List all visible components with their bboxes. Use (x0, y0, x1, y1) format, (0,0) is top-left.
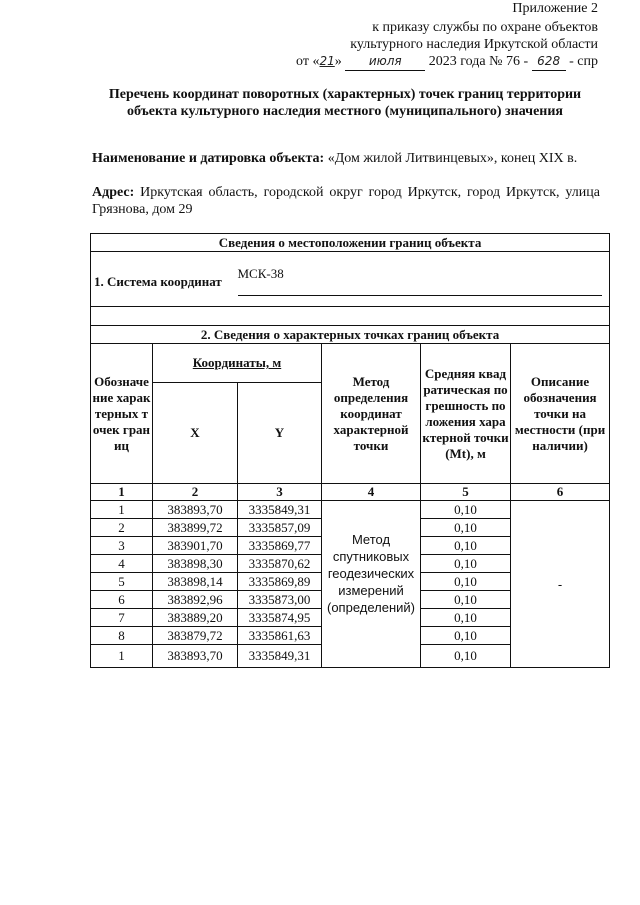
point-number: 5 (91, 573, 153, 591)
point-number: 7 (91, 609, 153, 627)
col-number: 1 (91, 484, 153, 501)
point-number: 8 (91, 627, 153, 645)
object-name-label: Наименование и датировка объекта: (92, 151, 325, 166)
point-number: 6 (91, 591, 153, 609)
error-value: 0,10 (421, 645, 511, 668)
point-number: 1 (91, 645, 153, 668)
coord-x: 383898,14 (153, 573, 238, 591)
header-y: Y (238, 383, 322, 484)
order-suffix: - спр (569, 54, 598, 69)
order-line: к приказу службы по охране объектов (372, 20, 598, 35)
order-date-line (296, 53, 598, 71)
col-number: 3 (238, 484, 322, 501)
coord-x: 383879,72 (153, 627, 238, 645)
col-number: 6 (511, 484, 610, 501)
coord-y: 3335857,09 (238, 519, 322, 537)
coordinate-system-value: МСК-38 (238, 266, 603, 296)
object-name-paragraph (92, 150, 600, 167)
coord-x: 383898,30 (153, 555, 238, 573)
error-value: 0,10 (421, 519, 511, 537)
header-coordinates: Координаты, м (153, 344, 322, 383)
header-point-designation: Обозначение характерных точек границ (91, 344, 153, 484)
error-value: 0,10 (421, 501, 511, 519)
order-number-handwritten: 628 (532, 53, 566, 71)
point-number: 3 (91, 537, 153, 555)
point-number: 1 (91, 501, 153, 519)
coordinate-system-cell (238, 252, 610, 307)
error-value: 0,10 (421, 627, 511, 645)
object-address-value: Иркутская область, городской округ город Иркутск, город Иркутск, улица Грязнова, дом 29 (92, 185, 600, 217)
error-value: 0,10 (421, 591, 511, 609)
date-mid: » (334, 54, 342, 69)
coordinates-table (90, 233, 610, 668)
appendix-label: Приложение 2 (512, 1, 598, 16)
coord-y: 3335849,31 (238, 501, 322, 519)
method-cell: Метод спутниковых геодезических измерений (определений) (322, 501, 421, 668)
object-address-paragraph (92, 184, 600, 218)
object-name-value: «Дом жилой Литвинцевых», конец XIX в. (327, 151, 578, 166)
date-month-handwritten: июля (345, 53, 425, 71)
object-address-label: Адрес: (92, 185, 135, 200)
col-number: 5 (421, 484, 511, 501)
coord-y: 3335873,00 (238, 591, 322, 609)
coord-x: 383889,20 (153, 609, 238, 627)
spacer-row (91, 307, 610, 326)
coord-y: 3335869,89 (238, 573, 322, 591)
coord-y: 3335870,62 (238, 555, 322, 573)
coord-y: 3335874,95 (238, 609, 322, 627)
section2-title: 2. Сведения о характерных точках границ объекта (91, 326, 610, 344)
coord-x: 383893,70 (153, 501, 238, 519)
point-number: 2 (91, 519, 153, 537)
description-cell: - (511, 501, 610, 668)
col-number: 2 (153, 484, 238, 501)
coord-y: 3335849,31 (238, 645, 322, 668)
header-method: Метод определения координат характерной точки (322, 344, 421, 484)
error-value: 0,10 (421, 537, 511, 555)
error-value: 0,10 (421, 609, 511, 627)
year-number-text: 2023 года № 76 - (428, 54, 529, 69)
header-error: Средняя квадратическая погрешность положения характерной точки (Mt), м (421, 344, 511, 484)
coord-x: 383901,70 (153, 537, 238, 555)
section1-title: Сведения о местоположении границ объекта (91, 234, 610, 252)
table-row (91, 501, 610, 519)
header-x: X (153, 383, 238, 484)
document-title: Перечень координат поворотных (характерных) точек границ территории объекта культурного наследия местного (муниципального) значения (108, 87, 582, 119)
agency-line: культурного наследия Иркутской области (350, 37, 598, 52)
point-number: 4 (91, 555, 153, 573)
header-description: Описание обозначения точки на местности (при наличии) (511, 344, 610, 484)
col-number: 4 (322, 484, 421, 501)
date-day-handwritten: 21 (319, 54, 335, 68)
coord-y: 3335861,63 (238, 627, 322, 645)
error-value: 0,10 (421, 555, 511, 573)
coord-x: 383892,96 (153, 591, 238, 609)
date-prefix: от « (296, 54, 320, 69)
coord-x: 383893,70 (153, 645, 238, 668)
coord-x: 383899,72 (153, 519, 238, 537)
coord-y: 3335869,77 (238, 537, 322, 555)
error-value: 0,10 (421, 573, 511, 591)
coordinate-system-label: 1. Система координат (91, 252, 238, 307)
